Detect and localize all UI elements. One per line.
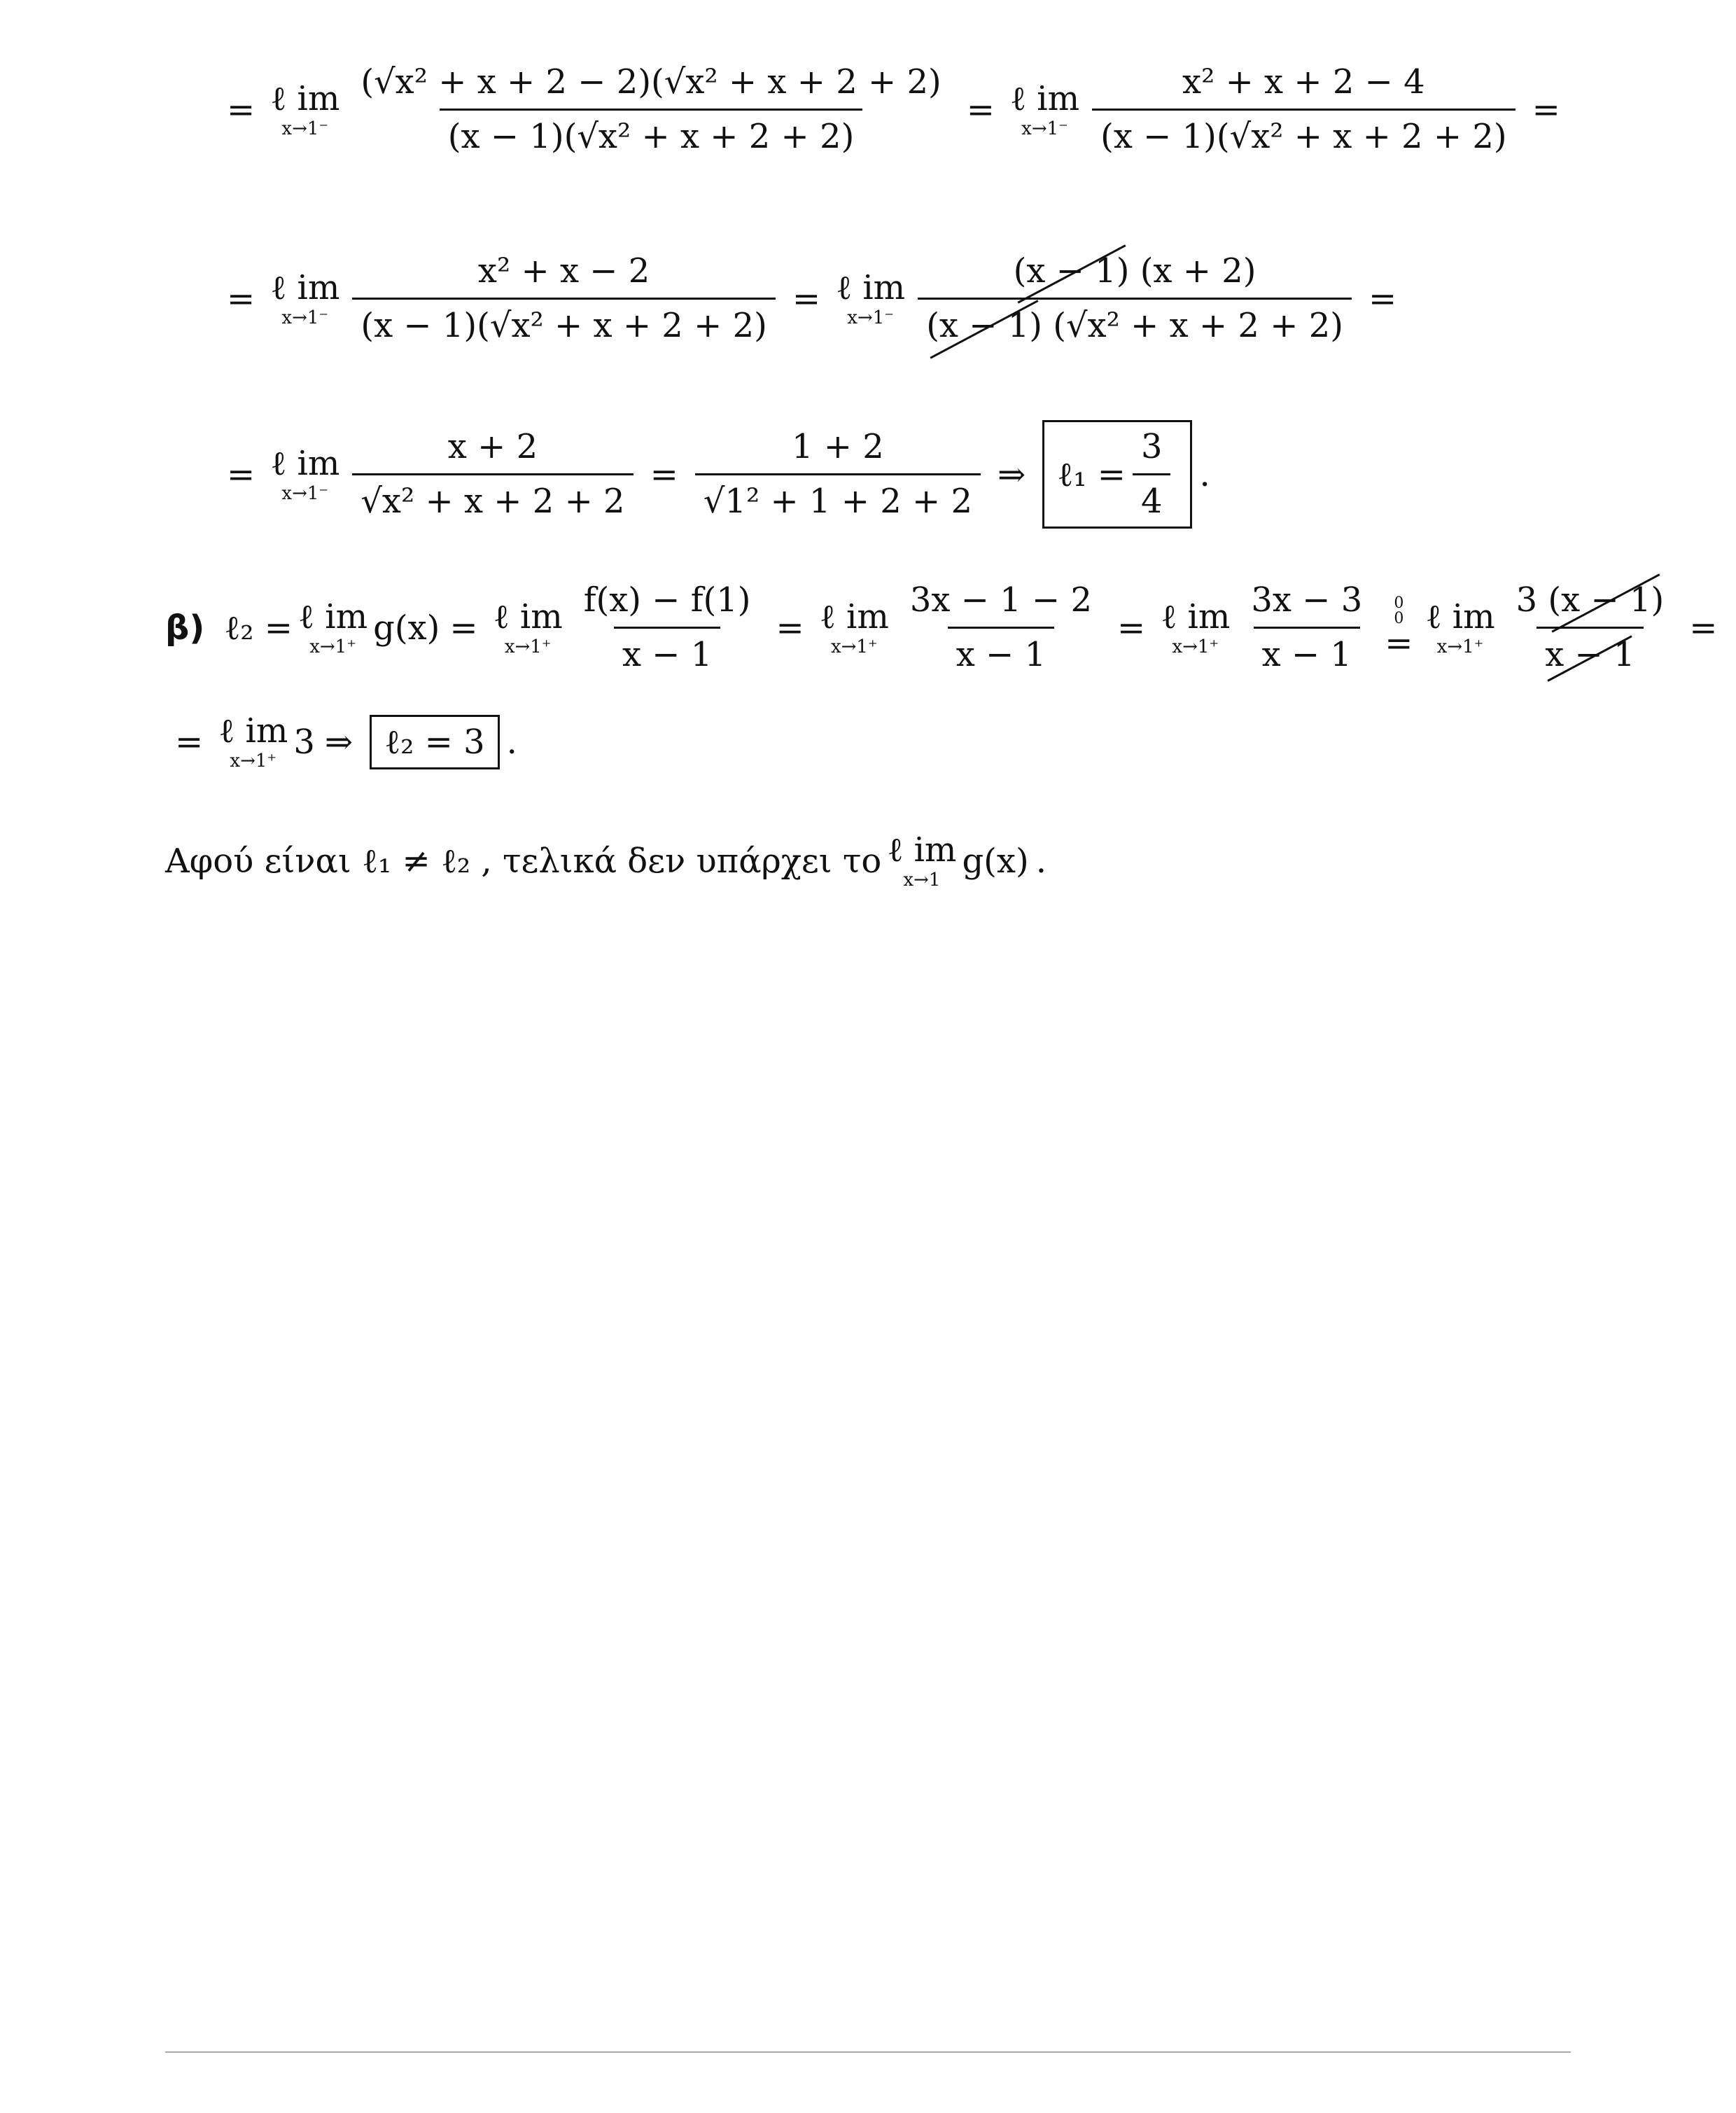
equals-sign: =	[1532, 90, 1560, 130]
equals-sign: =	[776, 608, 804, 648]
limit-operator: ℓ im x→1⁺	[298, 597, 368, 657]
cancelled-factor: (x − 1)	[1548, 580, 1665, 620]
equation-line-3	[217, 420, 1210, 529]
equals-sign: =	[1689, 608, 1718, 648]
limit-operator: ℓ im x→1⁻	[836, 267, 906, 328]
limit-operator: ℓ im x→1⁺	[493, 597, 563, 657]
result-box	[1042, 420, 1192, 529]
equals-sign: =	[650, 454, 678, 494]
fraction-denominator	[918, 298, 1352, 345]
period: .	[506, 723, 517, 762]
equals-sign: =	[1117, 608, 1146, 648]
fraction-numerator: x² + x − 2	[477, 251, 650, 291]
factor: (√x² + x + 2 + 2)	[1053, 306, 1343, 346]
limit-operator: ℓ im x→1⁺	[1425, 597, 1495, 657]
limit-operator: ℓ im x→1⁻	[1009, 78, 1080, 139]
conclusion-sentence: Αφού είναι ℓ₁ ≠ ℓ₂ , τελικά δεν υπάρχει το	[165, 842, 882, 881]
equals-sign: =	[175, 723, 204, 762]
fraction-denominator: (x − 1)(√x² + x + 2 + 2)	[1092, 109, 1516, 156]
limit-operator: ℓ im x→1⁻	[270, 267, 340, 328]
zero-over-zero-equals: 0 0 =	[1385, 594, 1413, 663]
fraction-numerator	[1005, 252, 1265, 298]
constant: 3	[293, 723, 315, 762]
limit-operator: ℓ im x→1⁻	[270, 443, 340, 504]
fraction	[352, 428, 633, 521]
fraction-numerator: x² + x + 2 − 4	[1182, 62, 1425, 102]
fraction-cancelled: $\frac{3 (x - 1)}{x - 1}$	[1516, 580, 1665, 675]
fraction	[352, 63, 949, 156]
equals-sign: =	[227, 279, 255, 319]
fraction	[352, 252, 776, 345]
function-g: g(x)	[962, 842, 1029, 881]
fraction: $\frac{f(x) - f(1)}{x - 1}$	[583, 580, 751, 675]
fraction-denominator: (x − 1)(√x² + x + 2 + 2)	[352, 298, 776, 345]
equation-line-beta	[165, 581, 1727, 674]
equation-line-1	[217, 63, 1570, 156]
fraction-denominator: √x² + x + 2 + 2	[352, 473, 633, 521]
equals-sign: =	[227, 90, 255, 130]
cancelled-factor: (x − 1)	[1013, 251, 1130, 291]
limit-operator: ℓ im x→1⁺	[218, 711, 288, 772]
fraction-denominator: √1² + 1 + 2 + 2	[695, 473, 981, 521]
implies-arrow: ⇒	[324, 723, 354, 762]
fraction-cancelled	[918, 252, 1352, 345]
equals-sign: =	[227, 454, 255, 494]
footer-divider	[165, 2051, 1571, 2053]
fraction-numerator: x + 2	[447, 427, 538, 466]
l2-lhs: ℓ₂ =	[224, 608, 293, 648]
limit-operator: ℓ im x→1⁻	[270, 78, 340, 139]
implies-arrow: ⇒	[997, 454, 1026, 494]
cancelled-factor: x − 1	[1545, 635, 1635, 675]
fraction-numerator: (√x² + x + 2 − 2)(√x² + x + 2 + 2)	[360, 62, 941, 102]
fraction-denominator: (x − 1)(√x² + x + 2 + 2)	[440, 109, 863, 156]
limit-operator: ℓ im x→1	[887, 830, 957, 891]
fraction	[1092, 63, 1516, 156]
period: .	[1035, 842, 1046, 881]
fraction	[695, 428, 981, 521]
fraction: $\frac{3x - 3}{x - 1}$	[1251, 580, 1363, 675]
part-label: β)	[165, 608, 205, 648]
result-lhs: ℓ₁ =	[1057, 454, 1126, 494]
equation-line-5	[165, 711, 517, 772]
conclusion-text	[165, 830, 1046, 891]
result-box: ℓ₂ = 3	[370, 715, 500, 769]
cancelled-factor: (x − 1)	[926, 306, 1042, 346]
equation-line-2	[217, 252, 1406, 345]
period: .	[1199, 454, 1210, 494]
function-g: g(x)	[373, 608, 440, 648]
limit-operator: ℓ im x→1⁺	[1161, 597, 1231, 657]
equals-sign: =	[449, 608, 478, 648]
limit-operator: ℓ im x→1⁺	[819, 597, 889, 657]
fraction-numerator: 1 + 2	[792, 427, 884, 466]
equals-sign: =	[966, 90, 995, 130]
equals-sign: =	[1368, 279, 1397, 319]
factor: (x + 2)	[1140, 251, 1256, 291]
equals-sign: =	[792, 279, 821, 319]
result-fraction: $\frac{3}{4}$	[1133, 428, 1171, 521]
fraction: $\frac{3x - 1 - 2}{x - 1}$	[909, 580, 1093, 675]
